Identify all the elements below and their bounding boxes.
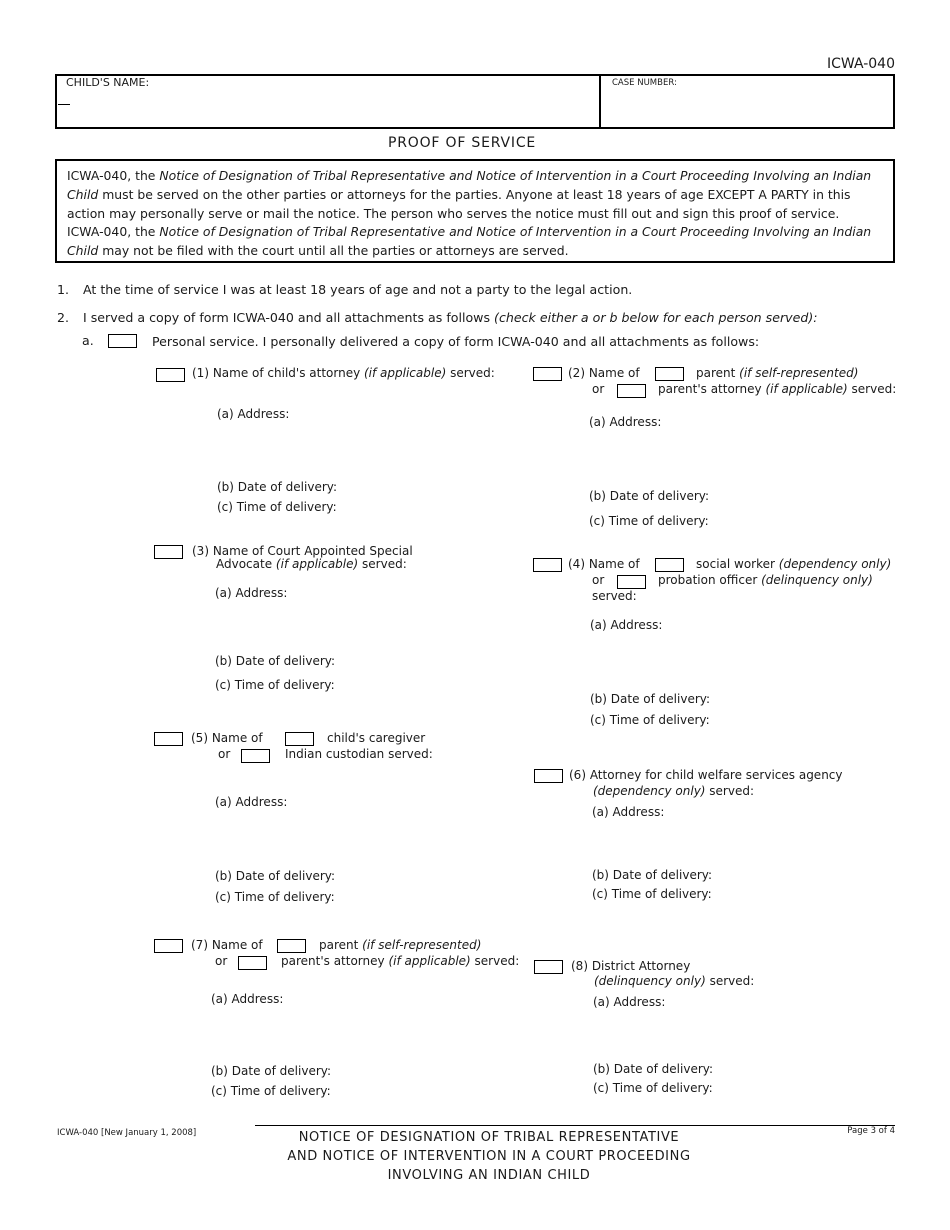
- p4-address: (a) Address:: [590, 618, 663, 632]
- p4-line1-a: (4) Name of: [568, 557, 640, 571]
- p7-line2-or: or: [215, 954, 228, 968]
- p7-line1-a: (7) Name of: [191, 938, 263, 952]
- p7-line1-b: parent (if self-represented): [319, 938, 482, 952]
- p8-address: (a) Address:: [593, 995, 666, 1009]
- parent-2-attorney-checkbox[interactable]: [238, 956, 267, 970]
- p2-address: (a) Address:: [589, 415, 662, 429]
- footer-page-number: Page 3 of 4: [847, 1126, 895, 1136]
- p8-time: (c) Time of delivery:: [593, 1081, 713, 1095]
- p1-time: (c) Time of delivery:: [217, 500, 337, 514]
- case-number-field[interactable]: [604, 90, 892, 126]
- probation-officer-checkbox[interactable]: [617, 575, 646, 589]
- parent-checkbox[interactable]: [533, 367, 562, 381]
- social-worker-checkbox[interactable]: [533, 558, 562, 572]
- p3-date: (b) Date of delivery:: [215, 654, 336, 668]
- parent-2-checkbox[interactable]: [154, 939, 183, 953]
- caption-divider: [599, 74, 601, 129]
- p4-line3: served:: [592, 589, 637, 603]
- child-name-field[interactable]: [58, 90, 596, 126]
- social-worker-option-checkbox[interactable]: [655, 558, 684, 572]
- p2-line2-or: or: [592, 382, 605, 396]
- parent-2-self-rep-checkbox[interactable]: [277, 939, 306, 953]
- p5-line1-a: (5) Name of: [191, 731, 263, 745]
- footer-rule: [255, 1125, 895, 1126]
- p8-line2: (delinquency only) served:: [594, 974, 755, 988]
- p1-address: (a) Address:: [217, 407, 290, 421]
- p8-date: (b) Date of delivery:: [593, 1062, 714, 1076]
- p2-date: (b) Date of delivery:: [589, 489, 710, 503]
- p8-line1: (8) District Attorney: [571, 959, 691, 973]
- personal-service-checkbox[interactable]: [108, 334, 137, 348]
- child-attorney-checkbox[interactable]: [156, 368, 185, 382]
- p5-line2-or: or: [218, 747, 231, 761]
- footer-form-title: NOTICE OF DESIGNATION OF TRIBAL REPRESENTATIVE AND NOTICE OF INTERVENTION IN A COURT PROCEEDING INVOLVING AN INDIAN CHILD: [287, 1130, 691, 1183]
- p3-line1: (3) Name of Court Appointed Special: [192, 544, 413, 558]
- p6-address: (a) Address:: [592, 805, 665, 819]
- item-1-text: At the time of service I was at least 18 years of age and not a party to the legal action.: [83, 282, 633, 297]
- p1-date: (b) Date of delivery:: [217, 480, 338, 494]
- parent-attorney-checkbox[interactable]: [617, 384, 646, 398]
- personal-service-text: Personal service. I personally delivered a copy of form ICWA-040 and all attachments as follows:: [152, 334, 760, 349]
- child-name-label: CHILD'S NAME:: [66, 76, 150, 89]
- p4-line1-b: social worker (dependency only): [696, 557, 892, 571]
- p2-line2-b: parent's attorney (if applicable) served:: [658, 382, 897, 396]
- form-id-top: ICWA-040: [826, 56, 895, 72]
- casa-checkbox[interactable]: [154, 545, 183, 559]
- p7-line2-b: parent's attorney (if applicable) served:: [281, 954, 520, 968]
- p5-address: (a) Address:: [215, 795, 288, 809]
- p2-line1-b: parent (if self-represented): [696, 366, 859, 380]
- item-2-number: 2.: [57, 310, 70, 325]
- item-1-number: 1.: [57, 282, 70, 297]
- p5-date: (b) Date of delivery:: [215, 869, 336, 883]
- p4-time: (c) Time of delivery:: [590, 713, 710, 727]
- p7-address: (a) Address:: [211, 992, 284, 1006]
- parent-self-rep-checkbox[interactable]: [655, 367, 684, 381]
- p3-address: (a) Address:: [215, 586, 288, 600]
- caregiver-checkbox[interactable]: [154, 732, 183, 746]
- p5-time: (c) Time of delivery:: [215, 890, 335, 904]
- p6-line1: (6) Attorney for child welfare services agency: [569, 768, 843, 782]
- p7-time: (c) Time of delivery:: [211, 1084, 331, 1098]
- p5-line2-b: Indian custodian served:: [285, 747, 433, 761]
- p6-line2: (dependency only) served:: [593, 784, 755, 798]
- p4-line2-or: or: [592, 573, 605, 587]
- p6-date: (b) Date of delivery:: [592, 868, 713, 882]
- page-title: PROOF OF SERVICE: [388, 135, 537, 151]
- p2-line1-a: (2) Name of: [568, 366, 640, 380]
- notice-box: ICWA-040, the Notice of Designation of Tribal Representative and Notice of Intervention in a Court Proceeding Involving an Indian Child must be served on the other parties or attorneys for the parties. Anyone at least 18 years of age EXCEPT A PARTY in this action may personally serve or mail the notice. The person who serves the notice must fill out and sign this proof of service. ICWA-040, the Notice of Designation of Tribal Representative and Notice of Intervention in a Court Proceeding Involving an Indian Child may not be filed with the court until all the parties or attorneys are served.: [55, 159, 895, 263]
- district-attorney-checkbox[interactable]: [534, 960, 563, 974]
- child-attorney-label: (1) Name of child's attorney (if applicable) served:: [192, 366, 495, 380]
- p5-line1-b: child's caregiver: [327, 731, 426, 745]
- p2-time: (c) Time of delivery:: [589, 514, 709, 528]
- indian-custodian-checkbox[interactable]: [241, 749, 270, 763]
- p3-line2: Advocate (if applicable) served:: [216, 557, 407, 571]
- p7-date: (b) Date of delivery:: [211, 1064, 332, 1078]
- p3-time: (c) Time of delivery:: [215, 678, 335, 692]
- case-number-label: CASE NUMBER:: [612, 78, 677, 88]
- item-2-text: I served a copy of form ICWA-040 and all attachments as follows (check either a or b below for each person served):: [83, 310, 818, 325]
- agency-attorney-checkbox[interactable]: [534, 769, 563, 783]
- footer-form-revision: ICWA-040 [New January 1, 2008]: [57, 1128, 197, 1138]
- item-a-letter: a.: [82, 333, 94, 348]
- p4-line2-b: probation officer (delinquency only): [658, 573, 873, 587]
- childs-caregiver-checkbox[interactable]: [285, 732, 314, 746]
- p4-date: (b) Date of delivery:: [590, 692, 711, 706]
- p6-time: (c) Time of delivery:: [592, 887, 712, 901]
